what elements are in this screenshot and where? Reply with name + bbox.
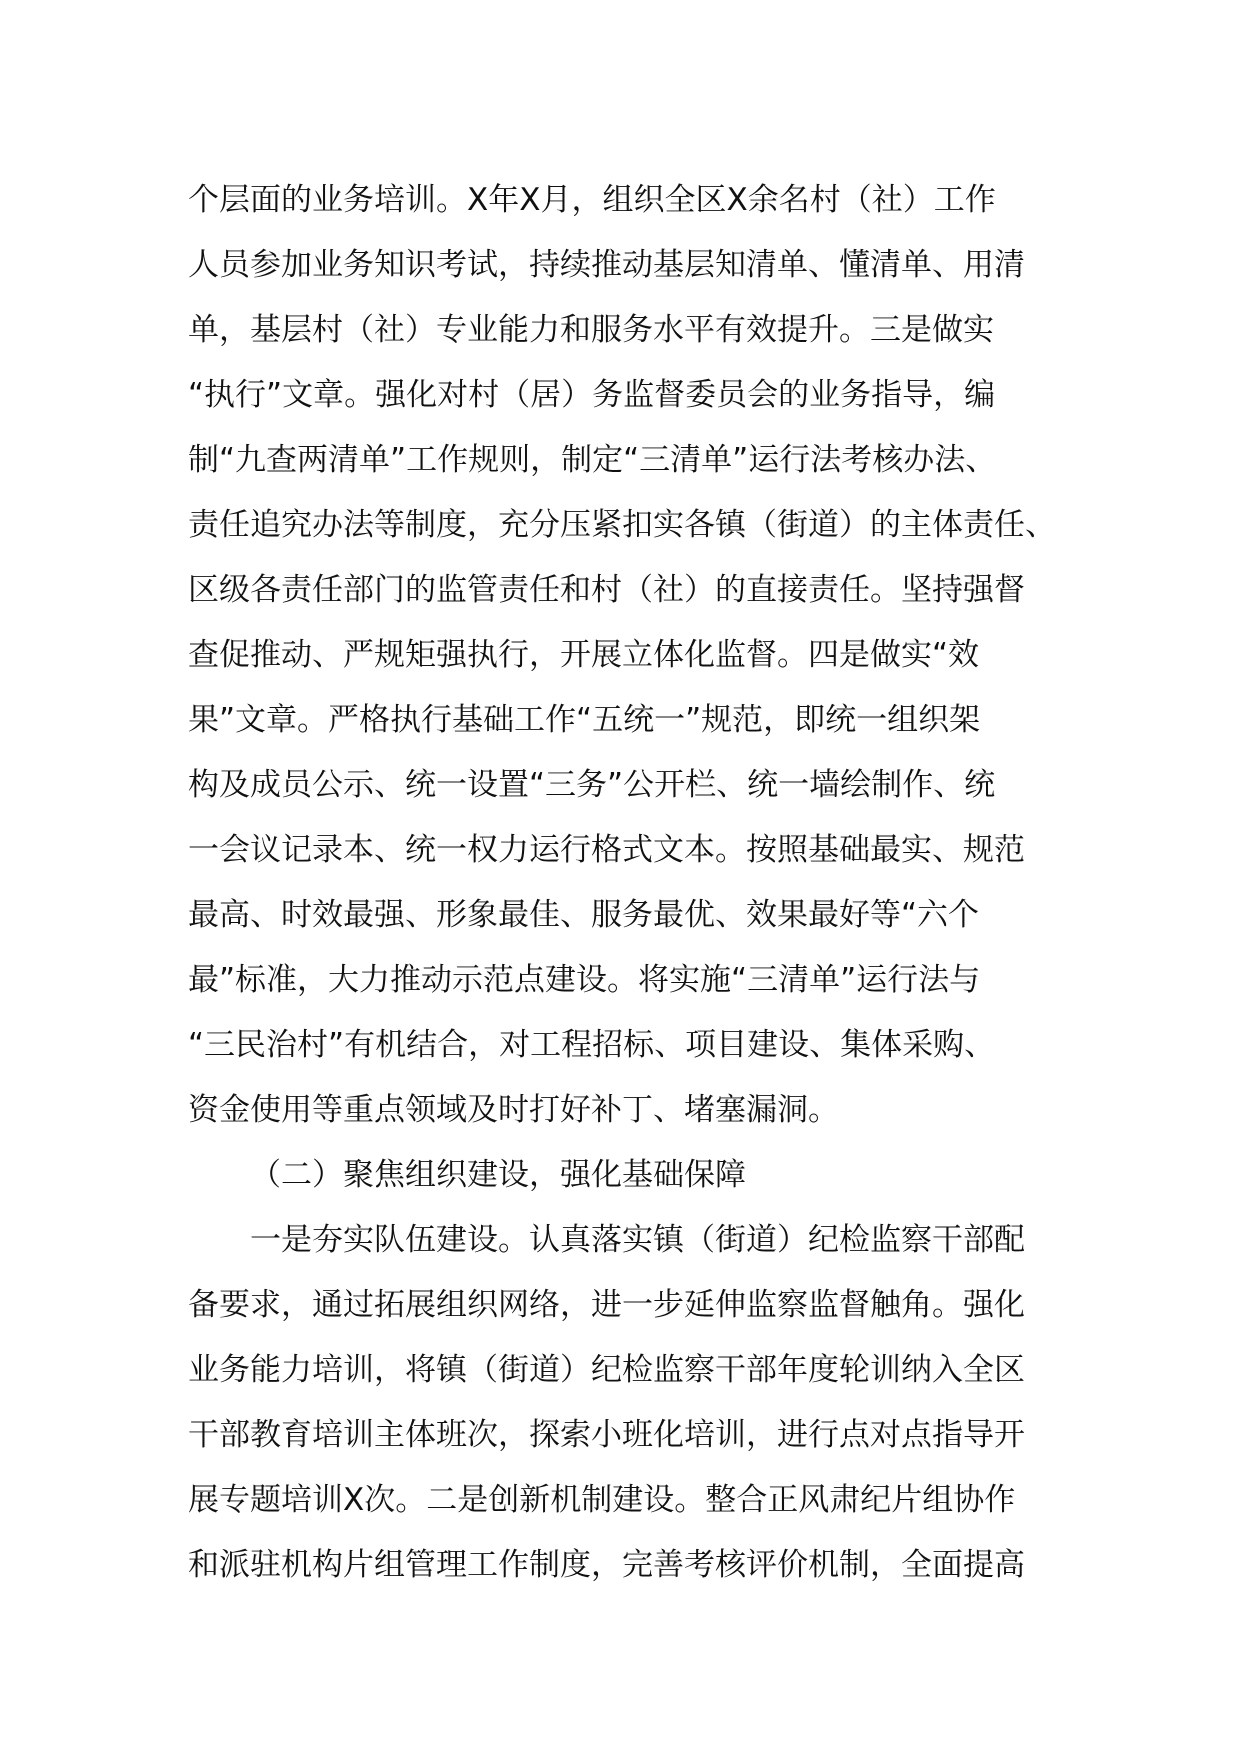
text-line: 单，基层村（社）专业能力和服务水平有效提升。三是做实 xyxy=(188,312,994,348)
text-line: 人员参加业务知识考试，持续推动基层知清单、懂清单、用清 xyxy=(188,247,1025,283)
text-line: 构及成员公示、统一设置“三务”公开栏、统一墙绘制作、统 xyxy=(188,767,996,803)
text-line: 和派驻机构片组管理工作制度，完善考核评价机制，全面提高 xyxy=(188,1547,1025,1583)
text-line: 责任追究办法等制度，充分压紧扣实各镇（街道）的主体责任、 xyxy=(188,507,1056,543)
text-line: 个层面的业务培训。X年X月，组织全区X余名村（社）工作 xyxy=(188,182,996,218)
text-line: “执行”文章。强化对村（居）务监督委员会的业务指导，编 xyxy=(188,377,996,413)
paragraph-start-line: 一是夯实队伍建设。认真落实镇（街道）纪检监察干部配 xyxy=(250,1222,1025,1258)
text-line: 最”标准，大力推动示范点建设。将实施“三清单”运行法与 xyxy=(188,962,981,998)
text-line: 资金使用等重点领域及时打好补丁、堵塞漏洞。 xyxy=(188,1092,839,1128)
text-line: 展专题培训X次。二是创新机制建设。整合正风肃纪片组协作 xyxy=(188,1482,1016,1518)
text-line: 查促推动、严规矩强执行，开展立体化监督。四是做实“效 xyxy=(188,637,980,673)
text-line: 果”文章。严格执行基础工作“五统一”规范，即统一组织架 xyxy=(188,702,981,738)
text-line: 制“九查两清单”工作规则，制定“三清单”运行法考核办法、 xyxy=(188,442,997,478)
text-line: 业务能力培训，将镇（街道）纪检监察干部年度轮训纳入全区 xyxy=(188,1352,1025,1388)
text-line: 最高、时效最强、形象最佳、服务最优、效果最好等“六个 xyxy=(188,897,980,933)
text-line: 备要求，通过拓展组织网络，进一步延伸监察监督触角。强化 xyxy=(188,1287,1025,1323)
section-heading: （二）聚焦组织建设，强化基础保障 xyxy=(250,1157,746,1193)
text-line: 区级各责任部门的监管责任和村（社）的直接责任。坚持强督 xyxy=(188,572,1025,608)
body-text xyxy=(188,168,1058,1598)
text-line: 一会议记录本、统一权力运行格式文本。按照基础最实、规范 xyxy=(188,832,1025,868)
text-line: 干部教育培训主体班次，探索小班化培训，进行点对点指导开 xyxy=(188,1417,1025,1453)
text-line: “三民治村”有机结合，对工程招标、项目建设、集体采购、 xyxy=(188,1027,996,1063)
